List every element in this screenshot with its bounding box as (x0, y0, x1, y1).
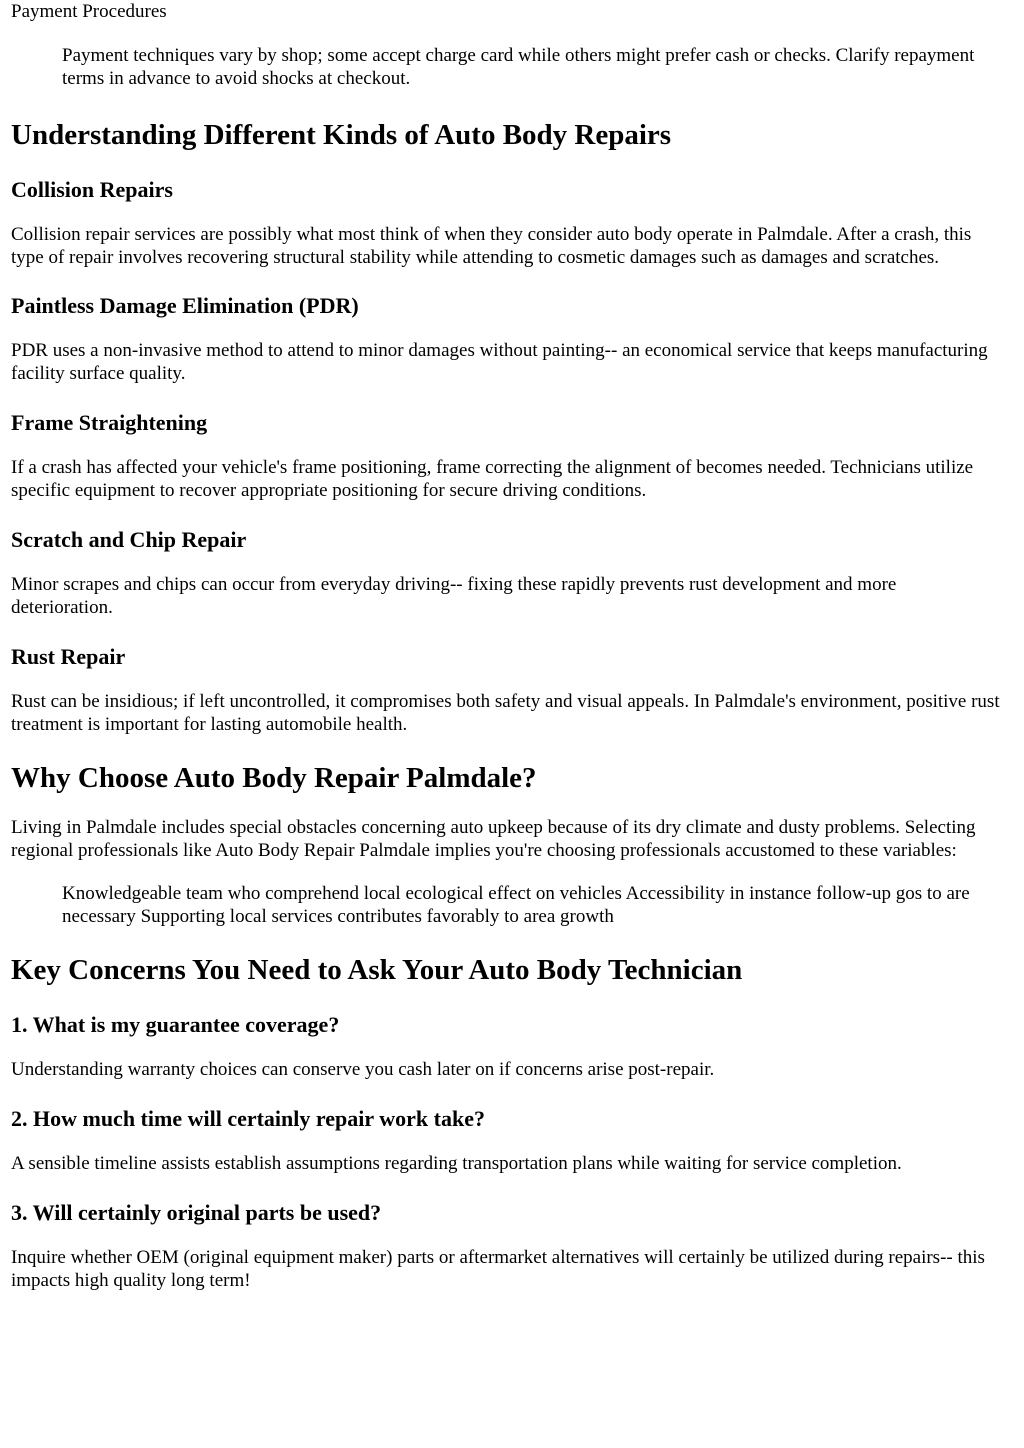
paragraph-why-choose: Living in Palmdale includes special obstacles concerning auto upkeep because of its dry climate and dusty problems. Selecting regional professionals like Auto Body Repair Palmdale implies you're choosing professionals accustomed to these variables: (11, 817, 976, 861)
paragraph-pdr: PDR uses a non-invasive method to attend to minor damages without painting-- an economical service that keeps manufacturing facility surface quality. (11, 340, 988, 384)
subheading-rust-repair: Rust Repair (11, 644, 126, 669)
section-heading-why-choose: Why Choose Auto Body Repair Palmdale? (11, 762, 537, 794)
paragraph-rust-repair: Rust can be insidious; if left uncontrolled, it compromises both safety and visual appeals. In Palmdale's environment, positive rust treatment is important for lasting automobile health. (11, 691, 1000, 735)
payment-procedures-quote: Payment techniques vary by shop; some accept charge card while others might prefer cash or checks. Clarify repayment terms in advance to avoid shocks at checkout. (62, 45, 975, 89)
section-heading-repair-kinds: Understanding Different Kinds of Auto Body Repairs (11, 119, 672, 151)
subheading-guarantee-coverage: 1. What is my guarantee coverage? (11, 1012, 340, 1037)
paragraph-collision-repairs: Collision repair services are possibly what most think of when they consider auto body operate in Palmdale. After a crash, this type of repair involves recovering structural stability while attending to cosmetic damages such as damages and scratches. (11, 224, 972, 268)
paragraph-guarantee-coverage: Understanding warranty choices can conserve you cash later on if concerns arise post-repair. (11, 1059, 715, 1080)
why-choose-quote: Knowledgeable team who comprehend local ecological effect on vehicles Accessibility in instance follow-up gos to are necessary Supporting local services contributes favorably to area growth (62, 883, 970, 927)
paragraph-frame-straightening: If a crash has affected your vehicle's frame positioning, frame correcting the alignment of becomes needed. Technicians utilize specific equipment to recover appropriate positioning for secure driving conditions. (11, 457, 974, 501)
subheading-repair-time: 2. How much time will certainly repair work take? (11, 1106, 485, 1131)
payment-procedures-label: Payment Procedures (11, 1, 167, 22)
subheading-frame-straightening: Frame Straightening (11, 410, 208, 435)
paragraph-original-parts: Inquire whether OEM (original equipment maker) parts or aftermarket alternatives will certainly be utilized during repairs-- this impacts high quality long term! (11, 1247, 985, 1291)
section-heading-key-concerns: Key Concerns You Need to Ask Your Auto Body Technician (11, 954, 743, 986)
subheading-original-parts: 3. Will certainly original parts be used? (11, 1200, 382, 1225)
subheading-pdr: Paintless Damage Elimination (PDR) (11, 293, 359, 318)
paragraph-scratch-chip-repair: Minor scrapes and chips can occur from everyday driving-- fixing these rapidly prevents rust development and more deterioration. (11, 574, 897, 618)
subheading-scratch-chip-repair: Scratch and Chip Repair (11, 527, 247, 552)
subheading-collision-repairs: Collision Repairs (11, 177, 173, 202)
paragraph-repair-time: A sensible timeline assists establish assumptions regarding transportation plans while waiting for service completion. (11, 1153, 902, 1174)
